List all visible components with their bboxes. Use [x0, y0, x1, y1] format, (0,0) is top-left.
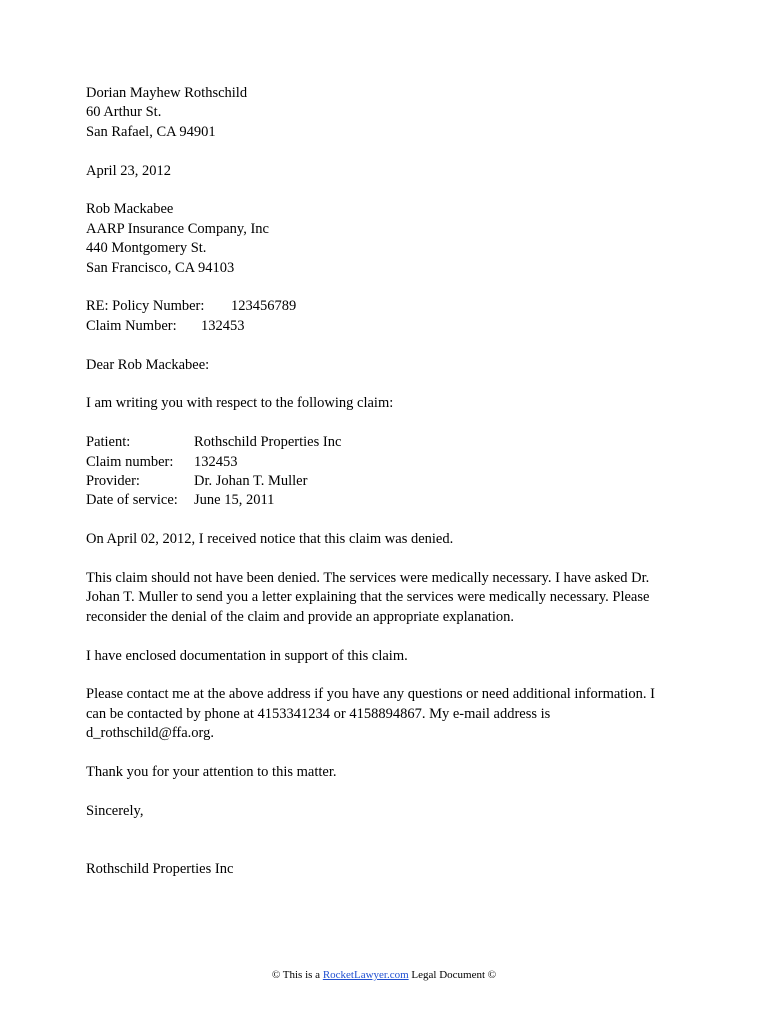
recipient-address — [86, 200, 696, 278]
thanks-paragraph — [86, 763, 696, 782]
closing: Sincerely, — [86, 802, 144, 819]
recipient-city-state-zip: San Francisco, CA 94103 — [86, 259, 235, 276]
claim-detail-row — [86, 472, 696, 491]
enclosed-text: I have enclosed documentation in support of this claim. — [86, 647, 408, 664]
claim-detail-row — [86, 453, 696, 472]
policy-number-row — [86, 297, 696, 316]
signature-space — [86, 821, 696, 860]
claim-number-row — [86, 317, 696, 336]
email-address: d_rothschild@ffa.org. — [86, 725, 214, 742]
letter-date: April 23, 2012 — [86, 162, 171, 179]
paragraph-line: Johan T. Muller to send you a letter explaining that the services were medically necessary. Please — [86, 589, 650, 606]
enclosed-paragraph — [86, 647, 696, 666]
footer-prefix: © This is a — [271, 969, 323, 981]
claim-details — [86, 433, 696, 511]
intro-block — [86, 394, 696, 413]
claim-number-label: Claim Number: — [86, 317, 177, 334]
claim-detail-value: June 15, 2011 — [194, 492, 275, 509]
claim-detail-value: 132453 — [194, 453, 238, 470]
recipient-company: AARP Insurance Company, Inc — [86, 220, 269, 237]
letter-body — [86, 84, 696, 879]
claim-detail-label: Date of service: — [86, 492, 178, 509]
document-footer — [0, 968, 768, 982]
claim-detail-value: Dr. Johan T. Muller — [194, 473, 308, 490]
reference-block — [86, 297, 696, 336]
claim-detail-label: Patient: — [86, 434, 131, 451]
recipient-name: Rob Mackabee — [86, 201, 174, 218]
sender-address — [86, 84, 696, 142]
sender-street: 60 Arthur St. — [86, 104, 162, 121]
policy-number-value: 123456789 — [231, 298, 297, 315]
claim-detail-label: Provider: — [86, 473, 140, 490]
thanks-text: Thank you for your attention to this matter. — [86, 764, 337, 781]
medical-necessity-paragraph — [86, 569, 696, 627]
paragraph-line: reconsider the denial of the claim and provide an appropriate explanation. — [86, 608, 514, 625]
policy-number-label: RE: Policy Number: — [86, 298, 205, 315]
footer-suffix: Legal Document © — [408, 969, 497, 981]
paragraph-line: Please contact me at the above address if you have any questions or need additional information. I — [86, 686, 655, 703]
claim-detail-row — [86, 433, 696, 452]
salutation: Dear Rob Mackabee: — [86, 356, 210, 373]
claim-detail-row — [86, 491, 696, 510]
intro-text: I am writing you with respect to the following claim: — [86, 395, 394, 412]
denial-notice-text: On April 02, 2012, I received notice that this claim was denied. — [86, 531, 454, 548]
sender-name: Dorian Mayhew Rothschild — [86, 85, 248, 101]
recipient-street: 440 Montgomery St. — [86, 240, 207, 257]
signature-block — [86, 860, 696, 879]
claim-detail-value: Rothschild Properties Inc — [194, 434, 342, 451]
claim-number-value: 132453 — [201, 317, 245, 334]
denial-notice-paragraph — [86, 530, 696, 549]
paragraph-line: can be contacted by phone at 4153341234 or 4158894867. My e-mail address is — [86, 705, 551, 722]
signature-name: Rothschild Properties Inc — [86, 861, 234, 878]
contact-paragraph — [86, 685, 696, 743]
sender-city-state-zip: San Rafael, CA 94901 — [86, 123, 216, 140]
closing-block — [86, 802, 696, 821]
rocketlawyer-link[interactable]: RocketLawyer.com — [322, 969, 409, 981]
claim-detail-label: Claim number: — [86, 453, 174, 470]
letter-date-block — [86, 162, 696, 181]
salutation-block — [86, 356, 696, 375]
paragraph-line: This claim should not have been denied. The services were medically necessary. I have asked Dr. — [86, 570, 650, 587]
